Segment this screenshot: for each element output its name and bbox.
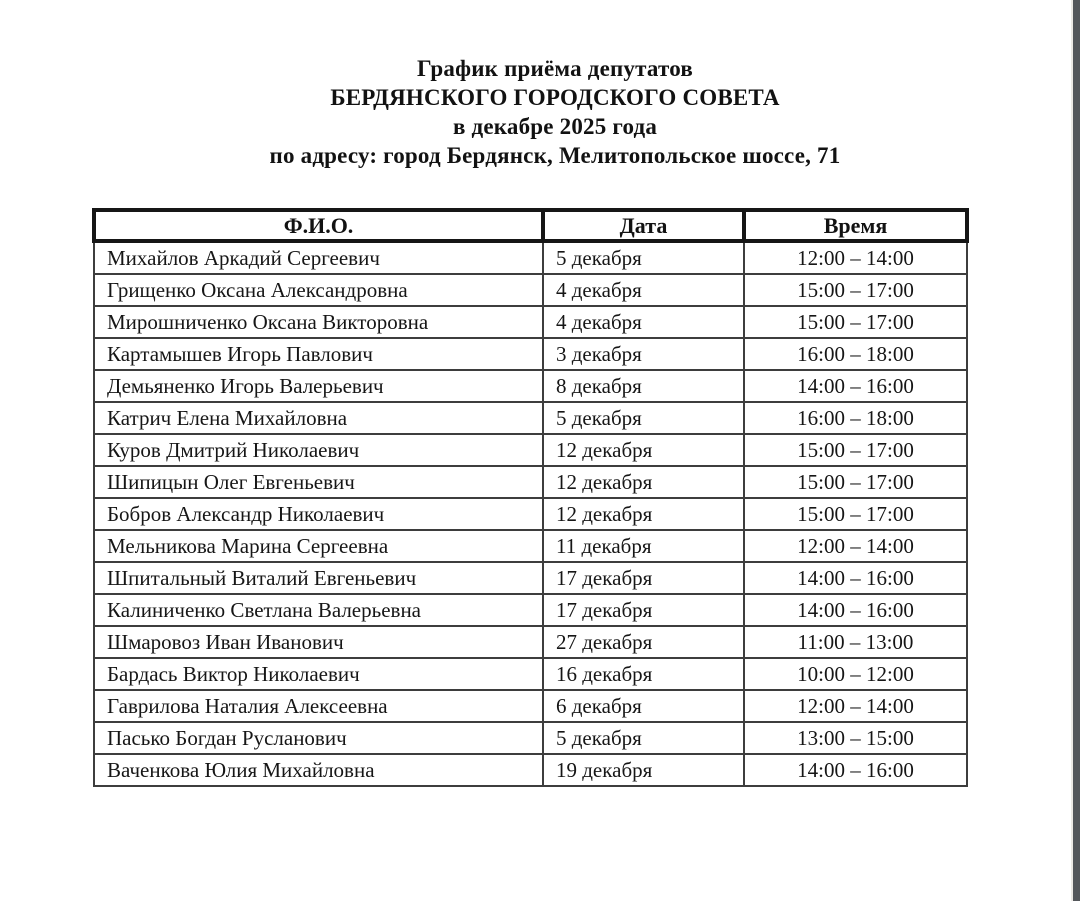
date-cell: 12 декабря <box>543 434 744 466</box>
time-cell: 14:00 – 16:00 <box>744 594 967 626</box>
schedule-table-header <box>94 210 967 241</box>
table-row <box>94 690 967 722</box>
fio-cell: Гаврилова Наталия Алексеевна <box>94 690 543 722</box>
fio-cell: Катрич Елена Михайловна <box>94 402 543 434</box>
table-row <box>94 530 967 562</box>
fio-cell: Пасько Богдан Русланович <box>94 722 543 754</box>
table-row <box>94 338 967 370</box>
time-cell: 13:00 – 15:00 <box>744 722 967 754</box>
schedule-table-body <box>94 241 967 786</box>
date-cell: 17 декабря <box>543 562 744 594</box>
table-row <box>94 370 967 402</box>
time-cell: 12:00 – 14:00 <box>744 241 967 274</box>
time-cell: 12:00 – 14:00 <box>744 690 967 722</box>
time-cell: 15:00 – 17:00 <box>744 466 967 498</box>
title-line-schedule: График приёма депутатов <box>417 56 693 81</box>
table-row <box>94 626 967 658</box>
fio-cell: Мельникова Марина Сергеевна <box>94 530 543 562</box>
time-cell: 15:00 – 17:00 <box>744 306 967 338</box>
fio-cell: Мирошниченко Оксана Викторовна <box>94 306 543 338</box>
time-cell: 14:00 – 16:00 <box>744 562 967 594</box>
date-cell: 5 декабря <box>543 722 744 754</box>
schedule-table <box>92 208 969 787</box>
table-row <box>94 722 967 754</box>
time-cell: 15:00 – 17:00 <box>744 274 967 306</box>
time-cell: 11:00 – 13:00 <box>744 626 967 658</box>
time-cell: 15:00 – 17:00 <box>744 498 967 530</box>
time-cell: 16:00 – 18:00 <box>744 402 967 434</box>
fio-cell: Шмаровоз Иван Иванович <box>94 626 543 658</box>
time-cell: 15:00 – 17:00 <box>744 434 967 466</box>
date-cell: 16 декабря <box>543 658 744 690</box>
title-line-month: в декабре 2025 года <box>452 114 658 139</box>
time-cell: 14:00 – 16:00 <box>744 370 967 402</box>
table-row <box>94 434 967 466</box>
fio-cell: Михайлов Аркадий Сергеевич <box>94 241 543 274</box>
right-edge-strip <box>1073 0 1080 901</box>
table-row <box>94 754 967 786</box>
fio-cell: Шпитальный Виталий Евгеньевич <box>94 562 543 594</box>
fio-cell: Калиниченко Светлана Валерьевна <box>94 594 543 626</box>
col-header-fio: Ф.И.О. <box>94 210 543 241</box>
fio-cell: Ваченкова Юлия Михайловна <box>94 754 543 786</box>
table-row <box>94 658 967 690</box>
col-header-time: Время <box>744 210 967 241</box>
date-cell: 8 декабря <box>543 370 744 402</box>
table-row <box>94 562 967 594</box>
date-cell: 4 декабря <box>543 274 744 306</box>
date-cell: 11 декабря <box>543 530 744 562</box>
title-line-address: по адресу: город Бердянск, Мелитопольское шоссе, 71 <box>269 143 841 168</box>
date-cell: 27 декабря <box>543 626 744 658</box>
fio-cell: Картамышев Игорь Павлович <box>94 338 543 370</box>
date-cell: 5 декабря <box>543 241 744 274</box>
title-line-council: БЕРДЯНСКОГО ГОРОДСКОГО СОВЕТА <box>330 85 780 110</box>
time-cell: 12:00 – 14:00 <box>744 530 967 562</box>
time-cell: 14:00 – 16:00 <box>744 754 967 786</box>
fio-cell: Куров Дмитрий Николаевич <box>94 434 543 466</box>
table-row <box>94 498 967 530</box>
table-row <box>94 306 967 338</box>
date-cell: 4 декабря <box>543 306 744 338</box>
fio-cell: Бардась Виктор Николаевич <box>94 658 543 690</box>
date-cell: 3 декабря <box>543 338 744 370</box>
date-cell: 12 декабря <box>543 498 744 530</box>
date-cell: 6 декабря <box>543 690 744 722</box>
time-cell: 10:00 – 12:00 <box>744 658 967 690</box>
fio-cell: Демьяненко Игорь Валерьевич <box>94 370 543 402</box>
date-cell: 17 декабря <box>543 594 744 626</box>
table-row <box>94 402 967 434</box>
table-row <box>94 466 967 498</box>
table-row <box>94 594 967 626</box>
document-title <box>35 54 1075 170</box>
table-row <box>94 274 967 306</box>
date-cell: 19 декабря <box>543 754 744 786</box>
header-row <box>94 210 967 241</box>
fio-cell: Грищенко Оксана Александровна <box>94 274 543 306</box>
time-cell: 16:00 – 18:00 <box>744 338 967 370</box>
table-row <box>94 241 967 274</box>
fio-cell: Шипицын Олег Евгеньевич <box>94 466 543 498</box>
date-cell: 5 декабря <box>543 402 744 434</box>
col-header-date: Дата <box>543 210 744 241</box>
date-cell: 12 декабря <box>543 466 744 498</box>
fio-cell: Бобров Александр Николаевич <box>94 498 543 530</box>
